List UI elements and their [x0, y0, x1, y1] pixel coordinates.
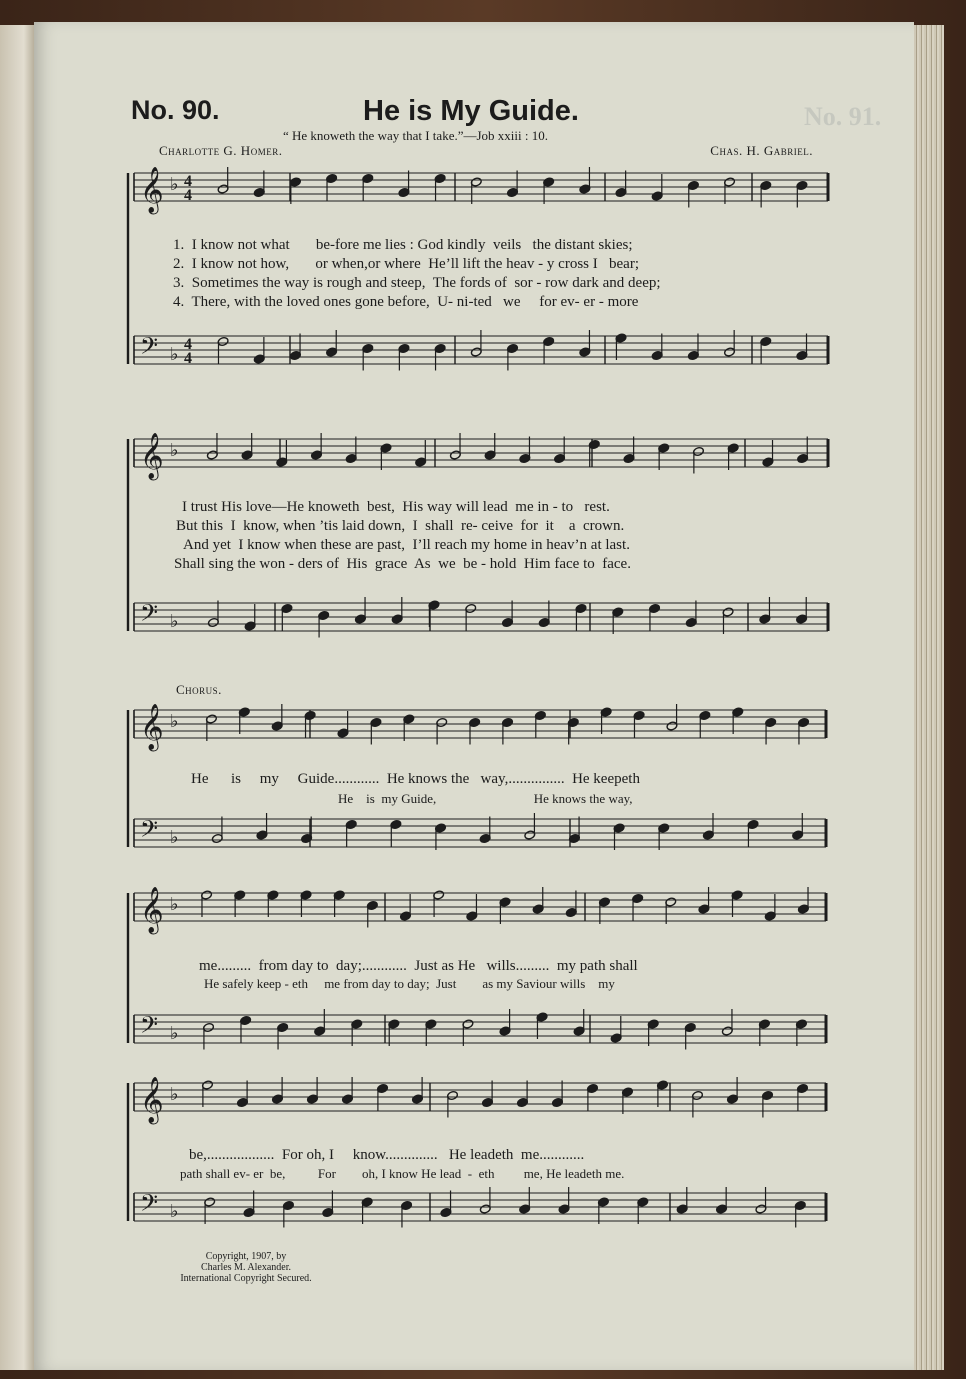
flat-key-signature: ♭ — [170, 1023, 179, 1044]
treble-clef: 𝄞 — [140, 704, 164, 750]
time-signature: 4 — [184, 336, 192, 353]
flat-key-signature: ♭ — [170, 1201, 179, 1222]
bleed-through-text: No. 91. — [804, 102, 882, 131]
verse-line: And yet I know when these are past, I’ll reach my home in heav’n at last. — [183, 537, 630, 553]
copyright-line: Copyright, 1907, by — [205, 1251, 287, 1262]
copyright-notice — [146, 1251, 346, 1284]
flat-key-signature: ♭ — [170, 894, 179, 915]
flat-key-signature: ♭ — [170, 827, 179, 848]
chorus-bass-lyric: path shall ev- er be, For oh, I know He lead - eth me, He leadeth me. — [180, 1166, 625, 1181]
flat-key-signature: ♭ — [170, 1084, 179, 1105]
hymn-author: Charlotte G. Homer. — [159, 143, 283, 158]
copyright-line: International Copyright Secured. — [180, 1273, 312, 1284]
hymn-composer: Chas. H. Gabriel. — [710, 143, 813, 158]
hymn-title: He is My Guide. — [363, 95, 579, 127]
verse-line: But this I know, when ’tis laid down, I shall re- ceive for it a crown. — [176, 518, 625, 534]
chorus-lyric: be,.................. For oh, I know.............. He leadeth me............ — [189, 1147, 585, 1163]
flat-key-signature: ♭ — [170, 174, 179, 195]
bass-clef: 𝄢 — [140, 815, 159, 848]
time-signature: 4 — [184, 187, 192, 204]
chorus-lyric: me......... from day to day;............ Just as He wills......... my path shall — [199, 958, 638, 974]
verse-line: 3. Sometimes the way is rough and steep, The fords of sor - row dark and deep; — [173, 275, 661, 291]
verse-line: Shall sing the won - ders of His grace As we be - hold Him face to face. — [174, 556, 631, 572]
treble-clef: 𝄞 — [140, 433, 164, 479]
treble-clef: 𝄞 — [140, 1077, 164, 1123]
bass-clef: 𝄢 — [140, 1011, 159, 1044]
time-signature: 4 — [184, 350, 192, 367]
bass-clef: 𝄢 — [140, 332, 159, 365]
treble-clef: 𝄞 — [140, 887, 164, 933]
verse-line: 4. There, with the loved ones gone before, U- ni-ted we for ev- er - more — [173, 294, 639, 310]
chorus-bass-lyric: He is my Guide, He knows the way, — [338, 791, 633, 806]
verse-line: I trust His love—He knoweth best, His way will lead me in - to rest. — [182, 499, 610, 515]
copyright-line: Charles M. Alexander. — [201, 1262, 291, 1273]
flat-key-signature: ♭ — [170, 711, 179, 732]
flat-key-signature: ♭ — [170, 440, 179, 461]
bass-clef: 𝄢 — [140, 1189, 159, 1222]
bass-clef: 𝄢 — [140, 599, 159, 632]
chorus-label: Chorus. — [176, 682, 222, 697]
flat-key-signature: ♭ — [170, 611, 179, 632]
hymn-epigraph: “ He knoweth the way that I take.”—Job xxiii : 10. — [283, 128, 548, 143]
chorus-lyric: He is my Guide............ He knows the way,............... He keepeth — [191, 771, 640, 787]
verse-line: 2. I know not how, or when,or where He’ll lift the heav - y cross I bear; — [173, 256, 639, 272]
hymn-number: No. 90. — [131, 95, 220, 125]
chorus-bass-lyric: He safely keep - eth me from day to day; Just as my Saviour wills my — [204, 976, 615, 991]
time-signature: 4 — [184, 173, 192, 190]
treble-clef: 𝄞 — [140, 167, 164, 213]
flat-key-signature: ♭ — [170, 344, 179, 365]
verse-line: 1. I know not what be-fore me lies : God kindly veils the distant skies; — [173, 237, 633, 253]
